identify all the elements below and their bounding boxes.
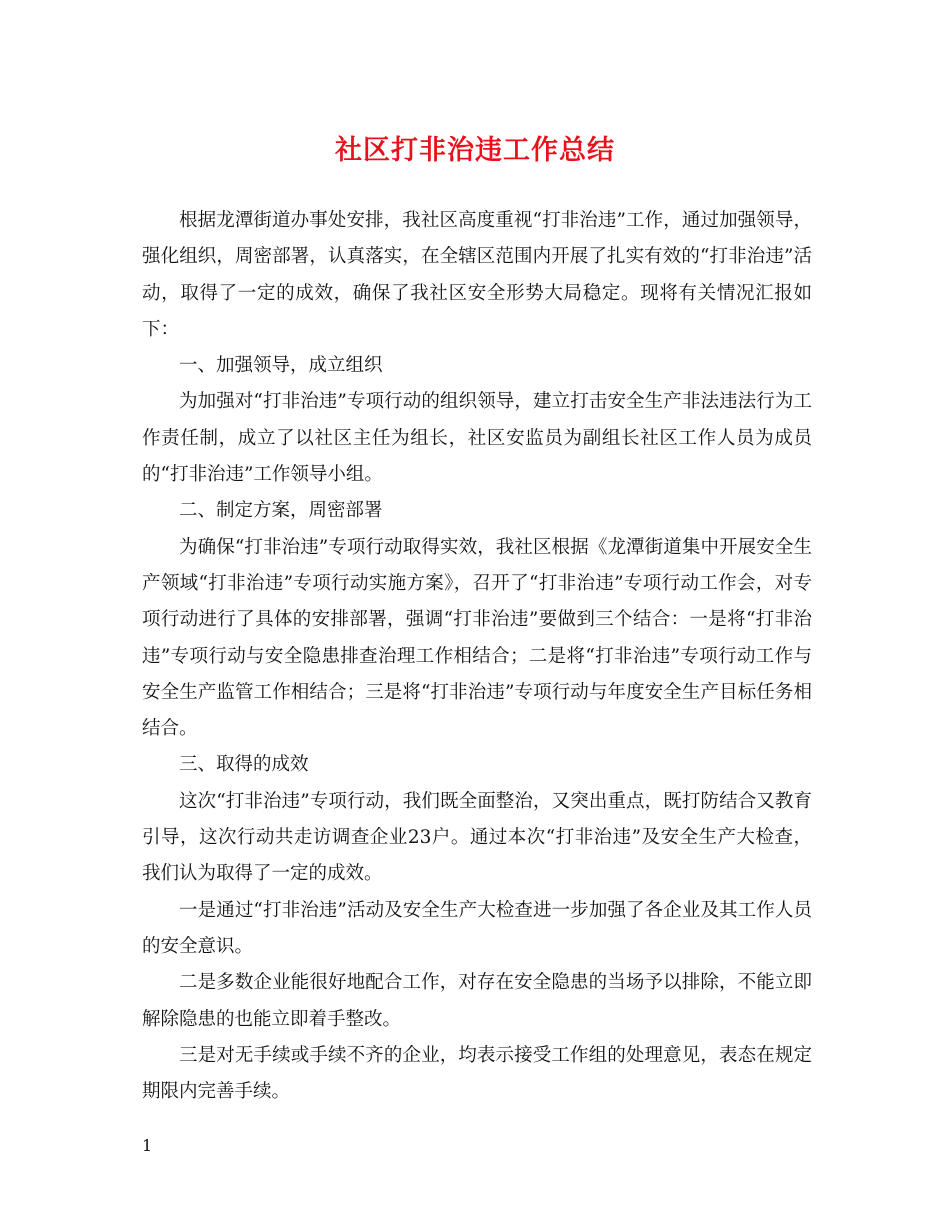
- paragraph-2: 为确保“打非治违”专项行动取得实效，我社区根据《龙潭街道集中开展安全生产领域“打非治违”专项行动实施方案》，召开了“打非治违”专项行动工作会，对专项行动进行了具体的安排部署，强调“打非治违”要做到三个结合：一是将“打非治违”专项行动与安全隐患排查治理工作相结合；二是将“打非治违”专项行动工作与安全生产监管工作相结合；三是将“打非治违”专项行动与年度安全生产目标任务相结合。: [142, 536, 812, 740]
- section-heading-3: 三、取得的成效: [179, 754, 309, 776]
- paragraph-1: 为加强对“打非治违”专项行动的组织领导，建立打击安全生产非法违法行为工作责任制，成立了以社区主任为组长，社区安监员为副组长社区工作人员为成员的“打非治违”工作领导小组。: [142, 391, 812, 486]
- section-heading-1: 一、加强领导，成立组织: [179, 355, 383, 377]
- section-heading-2: 二、制定方案，周密部署: [179, 500, 383, 522]
- page-title: 社区打非治违工作总结: [335, 135, 615, 166]
- page-number: 1: [142, 1136, 153, 1155]
- paragraph-result-2: 二是多数企业能很好地配合工作，对存在安全隐患的当场予以排除，不能立即解除隐患的也能立即着手整改。: [142, 972, 812, 1030]
- paragraph-intro: 根据龙潭街道办事处安排，我社区高度重视“打非治违”工作，通过加强领导，强化组织，周密部署，认真落实，在全辖区范围内开展了扎实有效的“打非治违”活动，取得了一定的成效，确保了我社区安全形势大局稳定。现将有关情况汇报如下：: [142, 210, 812, 340]
- document-body: [142, 203, 812, 1110]
- paragraph-result-3: 三是对无手续或手续不齐的企业，均表示接受工作组的处理意见，表态在规定期限内完善手续。: [142, 1044, 812, 1103]
- paragraph-result-1: 一是通过“打非治违”活动及安全生产大检查进一步加强了各企业及其工作人员的安全意识。: [142, 899, 812, 957]
- paragraph-3: 这次“打非治违”专项行动，我们既全面整治，又突出重点，既打防结合又教育引导，这次行动共走访调查企业23户。通过本次“打非治违”及安全生产大检查，我们认为取得了一定的成效。: [142, 790, 812, 885]
